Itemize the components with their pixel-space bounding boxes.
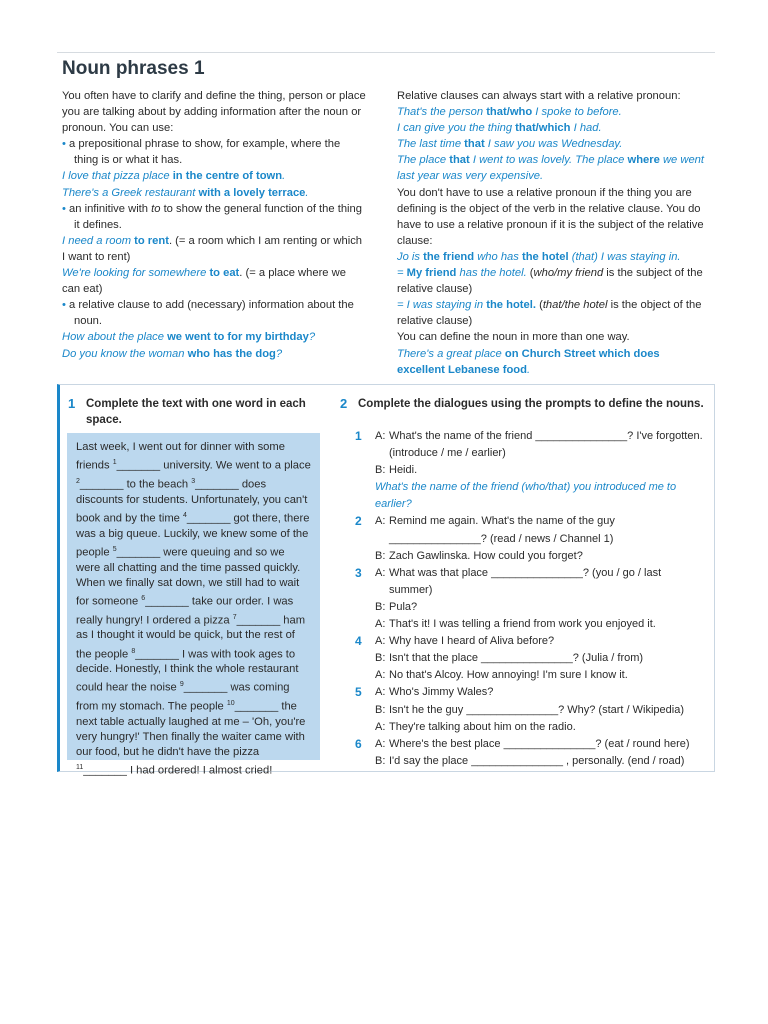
dialogue-text: What was that place _______________? (you / go / last summer) [389,566,662,596]
speaker-label: A: [375,669,386,682]
dialogue-text: I'd say the place _______________ , personally. (end / road) [389,754,685,767]
grammar-right-column [397,88,709,378]
dialogue-line [355,428,707,462]
dialogue-text: Where's the best place _______________? (eat / round here) [389,737,690,750]
example-r7: = I was staying in the hotel. (that/the hotel is the object of the relative clause) [397,299,702,328]
dialogue-line [355,702,707,719]
dialogue-text: What's the name of the friend _______________? I've forgotten. (introduce / me / earlier) [389,430,703,460]
dialogue-line [355,667,707,684]
dialogue-item [355,513,707,564]
example-3b: Do you know the woman who has the dog? [62,347,283,360]
item-number [355,753,375,770]
item-number [355,650,375,667]
bullet-relative-clause: • a relative clause to add (necessary) information about the noun. [62,299,354,328]
dialogue-text: Heidi. [389,464,418,477]
text-segment: _______ take our order. I was really hungry! I ordered a pizza [76,595,294,627]
example-answer: What's the name of the friend (who/that) you introduced me to earlier? [375,481,677,511]
dialogue-line [355,753,707,770]
speaker-label: A: [375,686,386,699]
example-1a: I love that pizza place in the centre of town. [62,170,286,183]
relative-intro: Relative clauses can always start with a relative pronoun: [397,90,681,102]
item-number: 1 [355,429,362,443]
example-3a: How about the place we went to for my birthday? [62,331,316,344]
bullet-infinitive: • an infinitive with to to show the general function of the thing it defines. [62,202,362,231]
example-r1: That's the person that/who I spoke to before. [397,106,622,119]
text-segment: _______ the next table actually laughed at me – 'Oh, you're very hungry!' Then finally the waiter came with our food, but he didn't have the pizza [76,701,306,759]
example-2a: I need a room to rent. (= a room which I am renting or which I want to rent) [62,234,363,263]
speaker-label: A: [375,618,386,631]
dialogue-text: Pula? [389,600,418,613]
dialogue-line [355,736,707,753]
relative-explanation: You don't have to use a relative pronoun if the thing you are defining is the object of the verb in the relative clause. You do have to use a relative pronoun if it is the subject of the relative clause: [397,186,704,247]
exercise1-text-box [67,433,320,778]
dialogue-text: No that's Alcoy. How annoying! I'm sure I know it. [389,669,628,682]
speaker-label: B: [375,754,386,767]
top-rule [57,52,715,53]
gap-number: 6 [141,594,146,602]
speaker-label: A: [375,515,386,528]
dialogue-item [355,684,707,735]
example-r5: Jo is the friend who has the hotel (that) I was staying in. [397,250,681,263]
dialogue-text: Remind me again. What's the name of the guy _______________? (read / news / Channel 1) [389,515,615,545]
dialogue-text: That's it! I was telling a friend from work you enjoyed it. [389,618,656,631]
dialogue-line [355,565,707,599]
gap-number: 8 [131,647,136,655]
dialogue-text: Zach Gawlinska. How could you forget? [389,549,583,562]
page-title: Noun phrases 1 [62,58,205,79]
exercise1-heading [68,396,313,428]
text-segment: _______ university. We went to a place [116,459,311,472]
text-segment: _______ to the beach [79,478,192,491]
intro-text: You often have to clarify and define the thing, person or place you are talking about by adding information after the noun or pronoun. You can use: [62,90,366,135]
speaker-label: A: [375,720,386,733]
gap-number: 10 [226,700,235,708]
gap-number: 3 [191,477,196,485]
speaker-label: B: [375,464,386,477]
text-segment: _______ I was with took ages to decide. Honestly, I think the whole restaurant could hear the noise [76,648,299,695]
exercise2-instruction: Complete the dialogues using the prompts to define the nouns. [358,398,704,410]
define-more-text: You can define the noun in more than one way. [397,331,630,344]
text-segment: Last week, I went out for dinner with some friends [76,441,285,472]
item-number [355,702,375,719]
dialogue-line [355,548,707,565]
speaker-label: B: [375,549,386,562]
example-r4: The place that I went to was lovely. The place where we went last year was very expensive. [397,154,704,183]
example-r3: The last time that I saw you was Wednesday. [397,138,623,151]
speaker-label: B: [375,703,386,716]
dialogue-line [355,462,707,479]
dialogue-line [355,513,707,547]
text-segment: _______ I had ordered! I almost cried! [83,765,273,778]
speaker-label: A: [375,566,386,579]
speaker-label: B: [375,600,386,613]
item-number: 2 [355,514,362,529]
dialogue-item [355,633,707,684]
item-number: 6 [355,736,362,751]
gap-number: 2 [76,477,80,485]
dialogue-line [355,633,707,650]
dialogue-line [355,616,707,633]
speaker-label: A: [375,430,386,442]
dialogue-line [355,599,707,616]
speaker-label: A: [375,635,386,648]
speaker-label: B: [375,652,386,665]
dialogue-line [355,684,707,701]
item-number: 5 [355,685,362,700]
text-segment: _______ ham as I thought it would be quick, but the rest of the people [76,614,306,661]
item-number [355,719,375,736]
gap-number: 1 [112,459,117,467]
bullet-prepositional: • a prepositional phrase to show, for example, where the thing is or what it has. [62,138,341,167]
dialogue-line [355,650,707,667]
item-number [355,462,375,479]
example-r8: There's a great place on Church Street which does excellent Lebanese food. [397,347,660,376]
text-segment: _______ were queuing and so we were all chatting and the time passed quickly. When we finally sat down, we still had to wait for someone [76,546,301,608]
dialogue-item [355,736,707,770]
text-segment: _______ does discounts for students. Unfortunately, you can't book and by the time [76,478,308,525]
dialogue-item [355,428,707,513]
example-1b: There's a Greek restaurant with a lovely terrace. [62,186,309,199]
exercise1-number: 1 [68,396,76,411]
dialogue-text: Who's Jimmy Wales? [389,686,494,699]
item-number [355,548,375,565]
dialogue-text: Isn't that the place _______________? (Julia / from) [389,652,644,665]
exercise2-dialogues [355,428,707,770]
exercise2-number: 2 [340,396,348,411]
example-r6: = My friend has the hotel. (who/my friend is the subject of the relative clause) [397,267,703,296]
gap-number: 4 [182,511,187,519]
gap-number: 7 [232,613,237,621]
text-segment: _______ got there, there was a big queue. Luckily, we knew some of the people [76,512,310,559]
text-segment: _______ was coming from my stomach. The people [76,682,290,714]
item-number [355,667,375,684]
item-number [355,599,375,616]
gap-number: 9 [179,681,184,689]
gap-number: 11 [76,764,84,772]
dialogue-text: They're talking about him on the radio. [389,720,576,733]
speaker-label: A: [375,737,386,750]
dialogue-text: Isn't he the guy _______________? Why? (start / Wikipedia) [389,703,685,716]
dialogue-item [355,565,707,633]
gap-number: 5 [112,545,117,553]
grammar-left-column [62,88,367,362]
item-number: 3 [355,565,362,580]
item-number [355,616,375,633]
dialogue-text: Why have I heard of Aliva before? [389,635,555,648]
example-2b: We're looking for somewhere to eat. (= a place where we can eat) [62,267,346,296]
exercise1-instruction: Complete the text with one word in each space. [86,398,306,426]
dialogue-line [355,719,707,736]
exercise2-heading [340,396,708,412]
example-r2: I can give you the thing that/which I had. [397,122,602,135]
item-number: 4 [355,634,362,649]
